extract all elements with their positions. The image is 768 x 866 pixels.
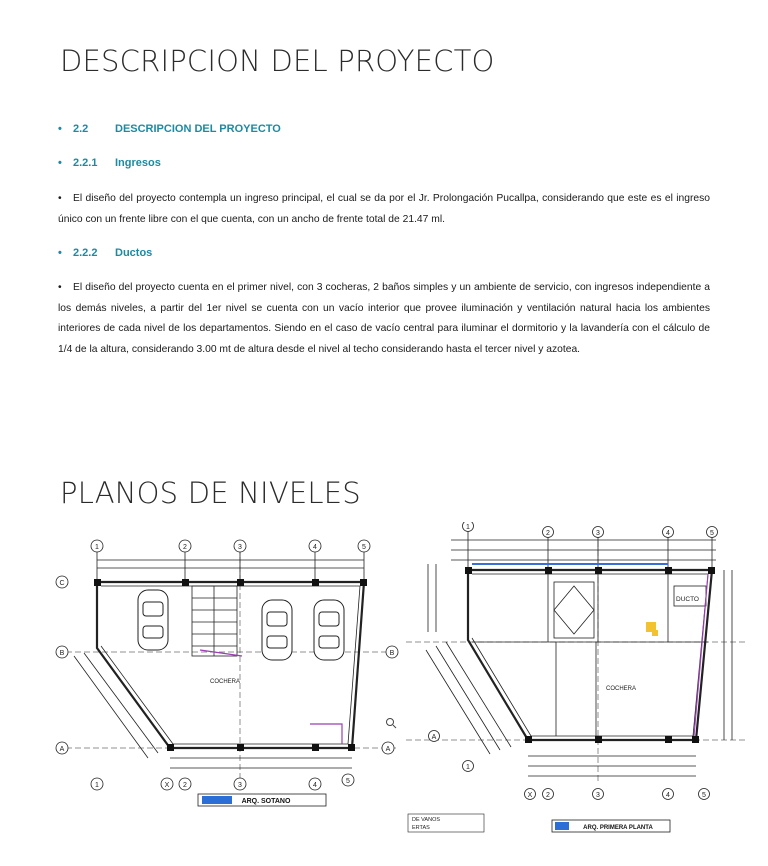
title-block-label: ARQ. SOTANO xyxy=(241,798,291,805)
axis-label: 2 xyxy=(546,530,550,537)
legend-line: DE VANOS xyxy=(412,817,441,823)
heading-descripcion: DESCRIPCION DEL PROYECTO xyxy=(60,44,495,78)
section-number: 2.2.2 xyxy=(73,247,98,259)
axis-label: 4 xyxy=(666,530,670,537)
room-label: COCHERA xyxy=(606,686,637,692)
floor-plan-sotano xyxy=(52,538,402,820)
section-2-2-1 xyxy=(58,157,161,169)
title-block-sotano xyxy=(198,794,326,806)
axis-label: B xyxy=(59,650,65,657)
axis-label: 5 xyxy=(702,792,706,799)
paragraph-text: El diseño del proyecto contempla un ingreso principal, el cual se da por el Jr. Prolongación Pucallpa, considerando que este es el ingreso único con un frente libre con el que cuenta, con un ancho de frente total de 21.47 ml. xyxy=(58,193,710,225)
axis-label: 2 xyxy=(546,792,550,799)
bullet: • xyxy=(58,282,62,293)
paragraph-ductos xyxy=(58,278,710,360)
car-3 xyxy=(314,600,344,660)
legend-line: ERTAS xyxy=(412,825,430,831)
legend-box xyxy=(408,814,484,832)
axis-label: X xyxy=(527,792,533,799)
magnifier-icon[interactable] xyxy=(387,719,397,729)
axis-label: 5 xyxy=(710,530,714,537)
car-2 xyxy=(262,600,292,660)
section-title: Ductos xyxy=(115,247,153,259)
yellow-fixture xyxy=(646,622,658,636)
axis-label: 1 xyxy=(466,764,470,771)
axis-label: 5 xyxy=(346,778,350,785)
section-title: Ingresos xyxy=(115,157,161,169)
duct-label: DUCTO xyxy=(676,596,699,603)
section-2-2 xyxy=(58,123,281,135)
section-title: DESCRIPCION DEL PROYECTO xyxy=(115,123,281,135)
car-1 xyxy=(138,590,168,650)
axis-label: 2 xyxy=(183,544,187,551)
paragraph-text: El diseño del proyecto cuenta en el primer nivel, con 3 cocheras, 2 baños simples y un ambiente de servicio, con ingresos independiente a los demás niveles, a partir del 1er nivel se cuenta con un vacío interior que provee iluminación y ventilación natural hacia los ambientes interiores de cada nivel de los departamentos. Siendo en el caso de vacío central para iluminar el dormitorio y la lavandería con el cálculo de 1/4 de la altura, considerando 3.00 mt de altura desde el nivel al techo considerando hasta el tercer nivel y azotea. xyxy=(58,282,710,355)
axis-label: 4 xyxy=(313,544,317,551)
bullet: • xyxy=(58,157,62,169)
title-block-primera-planta xyxy=(552,820,670,832)
axis-label: X xyxy=(164,782,170,789)
axis-label: 4 xyxy=(666,792,670,799)
title-block-label: ARQ. PRIMERA PLANTA xyxy=(583,825,653,831)
axis-label: 3 xyxy=(238,782,242,789)
axis-label: 1 xyxy=(466,524,470,531)
section-2-2-2 xyxy=(58,247,152,259)
axis-label: A xyxy=(431,734,437,741)
axis-label: 4 xyxy=(313,782,317,789)
axis-label: 1 xyxy=(95,544,99,551)
axis-label: A xyxy=(59,746,65,753)
axis-label: 3 xyxy=(596,792,600,799)
axis-label: 2 xyxy=(183,782,187,789)
axis-label: A xyxy=(385,746,391,753)
axis-label: 5 xyxy=(362,544,366,551)
bullet: • xyxy=(58,123,62,135)
floor-plan-primera-planta xyxy=(406,522,746,838)
section-number: 2.2 xyxy=(73,123,89,135)
paragraph-ingresos xyxy=(58,189,710,230)
axis-label: B xyxy=(389,650,395,657)
axis-label: 3 xyxy=(238,544,242,551)
bullet: • xyxy=(58,193,62,204)
section-number: 2.2.1 xyxy=(73,157,98,169)
heading-planos: PLANOS DE NIVELES xyxy=(60,476,361,510)
axis-label: 1 xyxy=(95,782,99,789)
bullet: • xyxy=(58,247,62,259)
room-label: COCHERA xyxy=(210,679,241,685)
axis-label: 3 xyxy=(596,530,600,537)
axis-label: C xyxy=(59,580,65,587)
